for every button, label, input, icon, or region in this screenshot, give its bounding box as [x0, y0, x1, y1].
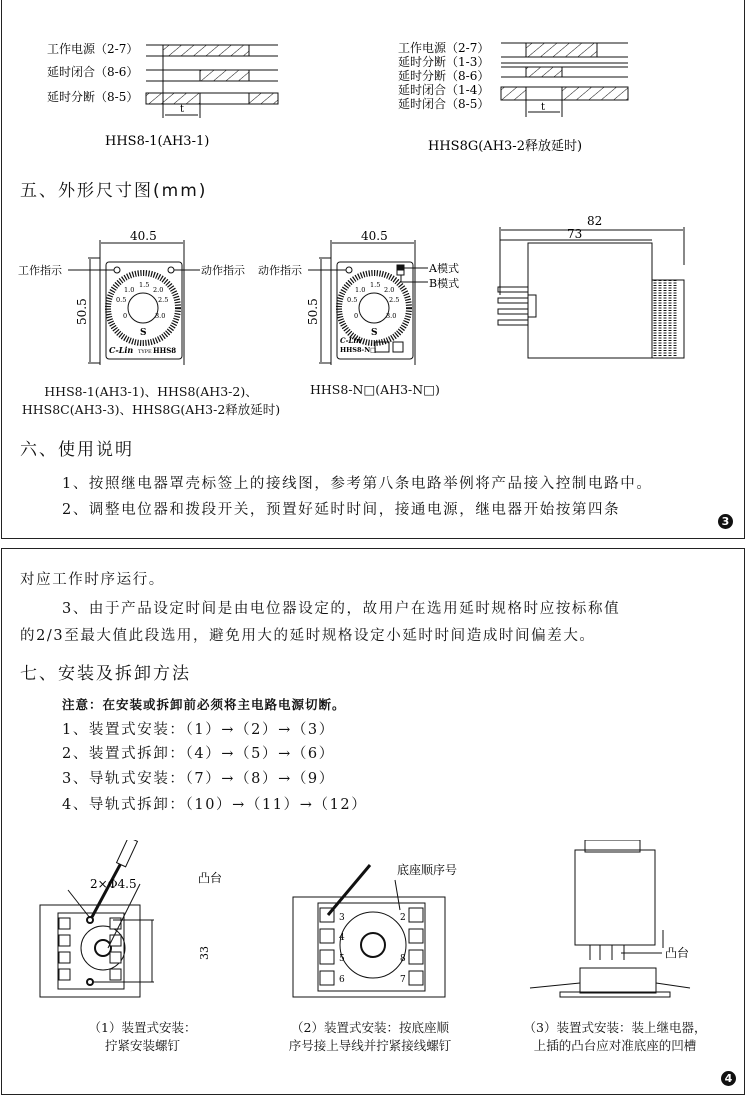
drawing-caption-1: [20, 382, 282, 418]
pin-number: 8: [400, 954, 406, 964]
scale-tick: 3.0: [386, 312, 397, 320]
timing-caption: HHS8G(AH3-2释放延时): [428, 139, 583, 154]
timing-caption: HHS8-1(AH3-1): [105, 134, 210, 149]
scale-tick: 0.5: [116, 296, 127, 304]
action-indicator-label: 动作指示: [258, 264, 302, 277]
install-step: 3、导轨式安装：（7）→（8）→（9）: [62, 771, 335, 787]
t-label: t: [180, 104, 185, 115]
scale-tick: 1.5: [370, 281, 381, 289]
install-step: 1、装置式安装：（1）→（2）→（3）: [62, 722, 335, 738]
work-indicator-label: 工作指示: [18, 264, 62, 277]
pin-number: 5: [339, 954, 345, 964]
caption-line: 序号接上导线并拧紧接线螺钉: [288, 1038, 452, 1053]
scale-tick: 2.5: [389, 296, 400, 304]
width-dim: 40.5: [361, 229, 388, 243]
pin-number: 2: [400, 913, 406, 923]
timing-row-label: 工作电源（2-7）: [47, 42, 139, 56]
hole-size-label: 2×Φ4.5: [90, 877, 137, 891]
caption-line: 上插的凸台应对准底座的凹槽: [533, 1038, 697, 1053]
mode-b-label: B模式: [429, 277, 460, 290]
usage-paragraph-3-cont: 的2/3至最大值此段选用，避免用大的延时规格设定小延时时间造成时间偏差大。: [20, 628, 596, 644]
scale-tick: 1.0: [355, 286, 366, 294]
action-indicator-label: 动作指示: [201, 264, 245, 277]
unit-label: S: [371, 328, 378, 338]
t-label: t: [541, 102, 546, 113]
timing-row-label: 延时闭合（1-4）: [398, 83, 490, 97]
drawing-caption-2: HHS8-N□(AH3-N□): [310, 382, 440, 397]
type-label: TYPE: [138, 349, 152, 355]
unit-label: S: [140, 328, 147, 338]
timing-row-label: 延时分断（1-3）: [398, 55, 490, 69]
installation-figures: [0, 840, 746, 1020]
timing-row-label: 延时闭合（8-6）: [47, 65, 139, 79]
scale-tick: 0: [354, 312, 359, 320]
figure-caption-3: [495, 1018, 735, 1054]
timing-diagram-hhs8-1: [0, 30, 373, 160]
mode-a-label: A模式: [429, 262, 459, 275]
usage-paragraph-3: 3、由于产品设定时间是由电位器设定的，故用户在选用延时规格时应按标称值: [62, 601, 621, 617]
figure-caption-1: [50, 1018, 235, 1054]
boss-label: 凸台: [665, 946, 690, 960]
caption-line: （1）装置式安装：: [88, 1020, 197, 1035]
height-dim: 50.5: [75, 298, 89, 325]
caption-line: 拧紧安装螺钉: [104, 1038, 180, 1053]
model-label: HHS8-N□: [340, 346, 377, 354]
scale-tick: 2.0: [153, 286, 164, 294]
section-5-heading: 五、外形尺寸图(mm): [20, 181, 208, 201]
base-sequence-label: 底座顺序号: [397, 863, 458, 877]
pin-number: 3: [339, 913, 345, 923]
timing-row-label: 延时闭合（8-5）: [398, 97, 490, 111]
width-dim: 40.5: [130, 229, 157, 243]
brand-logo: C-Lin: [340, 336, 362, 345]
timing-diagram-hhs8g: [373, 30, 746, 160]
section-7-heading: 七、安装及拆卸方法: [20, 664, 191, 684]
scale-tick: 1.5: [139, 281, 150, 289]
caption-line: HHS8C(AH3-3)、HHS8G(AH3-2释放延时): [21, 402, 281, 417]
pin-number: 7: [400, 975, 406, 985]
boss-label: 凸台: [198, 871, 223, 885]
usage-paragraph-1: 1、按照继电器罩壳标签上的接线图，参考第八条电路举例将产品接入控制电路中。: [62, 476, 653, 492]
section-6-heading: 六、使用说明: [20, 440, 134, 460]
figure-caption-2: [255, 1018, 485, 1054]
dimension-drawings: [0, 210, 746, 385]
body-length-dim: 73: [567, 227, 583, 241]
install-step: 2、装置式拆卸：（4）→（5）→（6）: [62, 746, 335, 762]
caption-line: HHS8-1(AH3-1)、HHS8(AH3-2)、: [44, 384, 258, 399]
safety-note: 注意：在安装或拆卸前必须将主电路电源切断。: [62, 697, 346, 712]
mounting-distance-dim: 33: [198, 946, 211, 960]
timing-row-label: 延时分断（8-5）: [47, 90, 139, 104]
total-length-dim: 82: [587, 214, 603, 228]
timing-row-label: 工作电源（2-7）: [398, 41, 490, 55]
page-number-badge: 3: [718, 514, 733, 529]
pin-number: 6: [339, 975, 345, 985]
caption-line: （2）装置式安装：按底座顺: [291, 1020, 449, 1035]
scale-tick: 3.0: [155, 312, 166, 320]
page-number-badge: 4: [721, 1071, 736, 1086]
caption-line: （3）装置式安装：装上继电器，: [523, 1020, 707, 1035]
continued-text: 对应工作时序运行。: [20, 572, 165, 588]
scale-tick: 2.5: [158, 296, 169, 304]
height-dim: 50.5: [306, 298, 320, 325]
scale-tick: 2.0: [384, 286, 395, 294]
scale-tick: 0.5: [347, 296, 358, 304]
scale-tick: 1.0: [124, 286, 135, 294]
timing-row-label: 延时分断（8-6）: [398, 69, 490, 83]
model-label: HHS8: [153, 346, 177, 355]
usage-paragraph-2: 2、调整电位器和拨段开关，预置好延时时间，接通电源，继电器开始按第四条: [62, 502, 621, 518]
brand-logo: C-Lin: [109, 345, 134, 355]
install-step: 4、导轨式拆卸：（10）→（11）→（12）: [62, 797, 368, 813]
pin-number: 4: [339, 933, 345, 943]
scale-tick: 0: [123, 312, 128, 320]
